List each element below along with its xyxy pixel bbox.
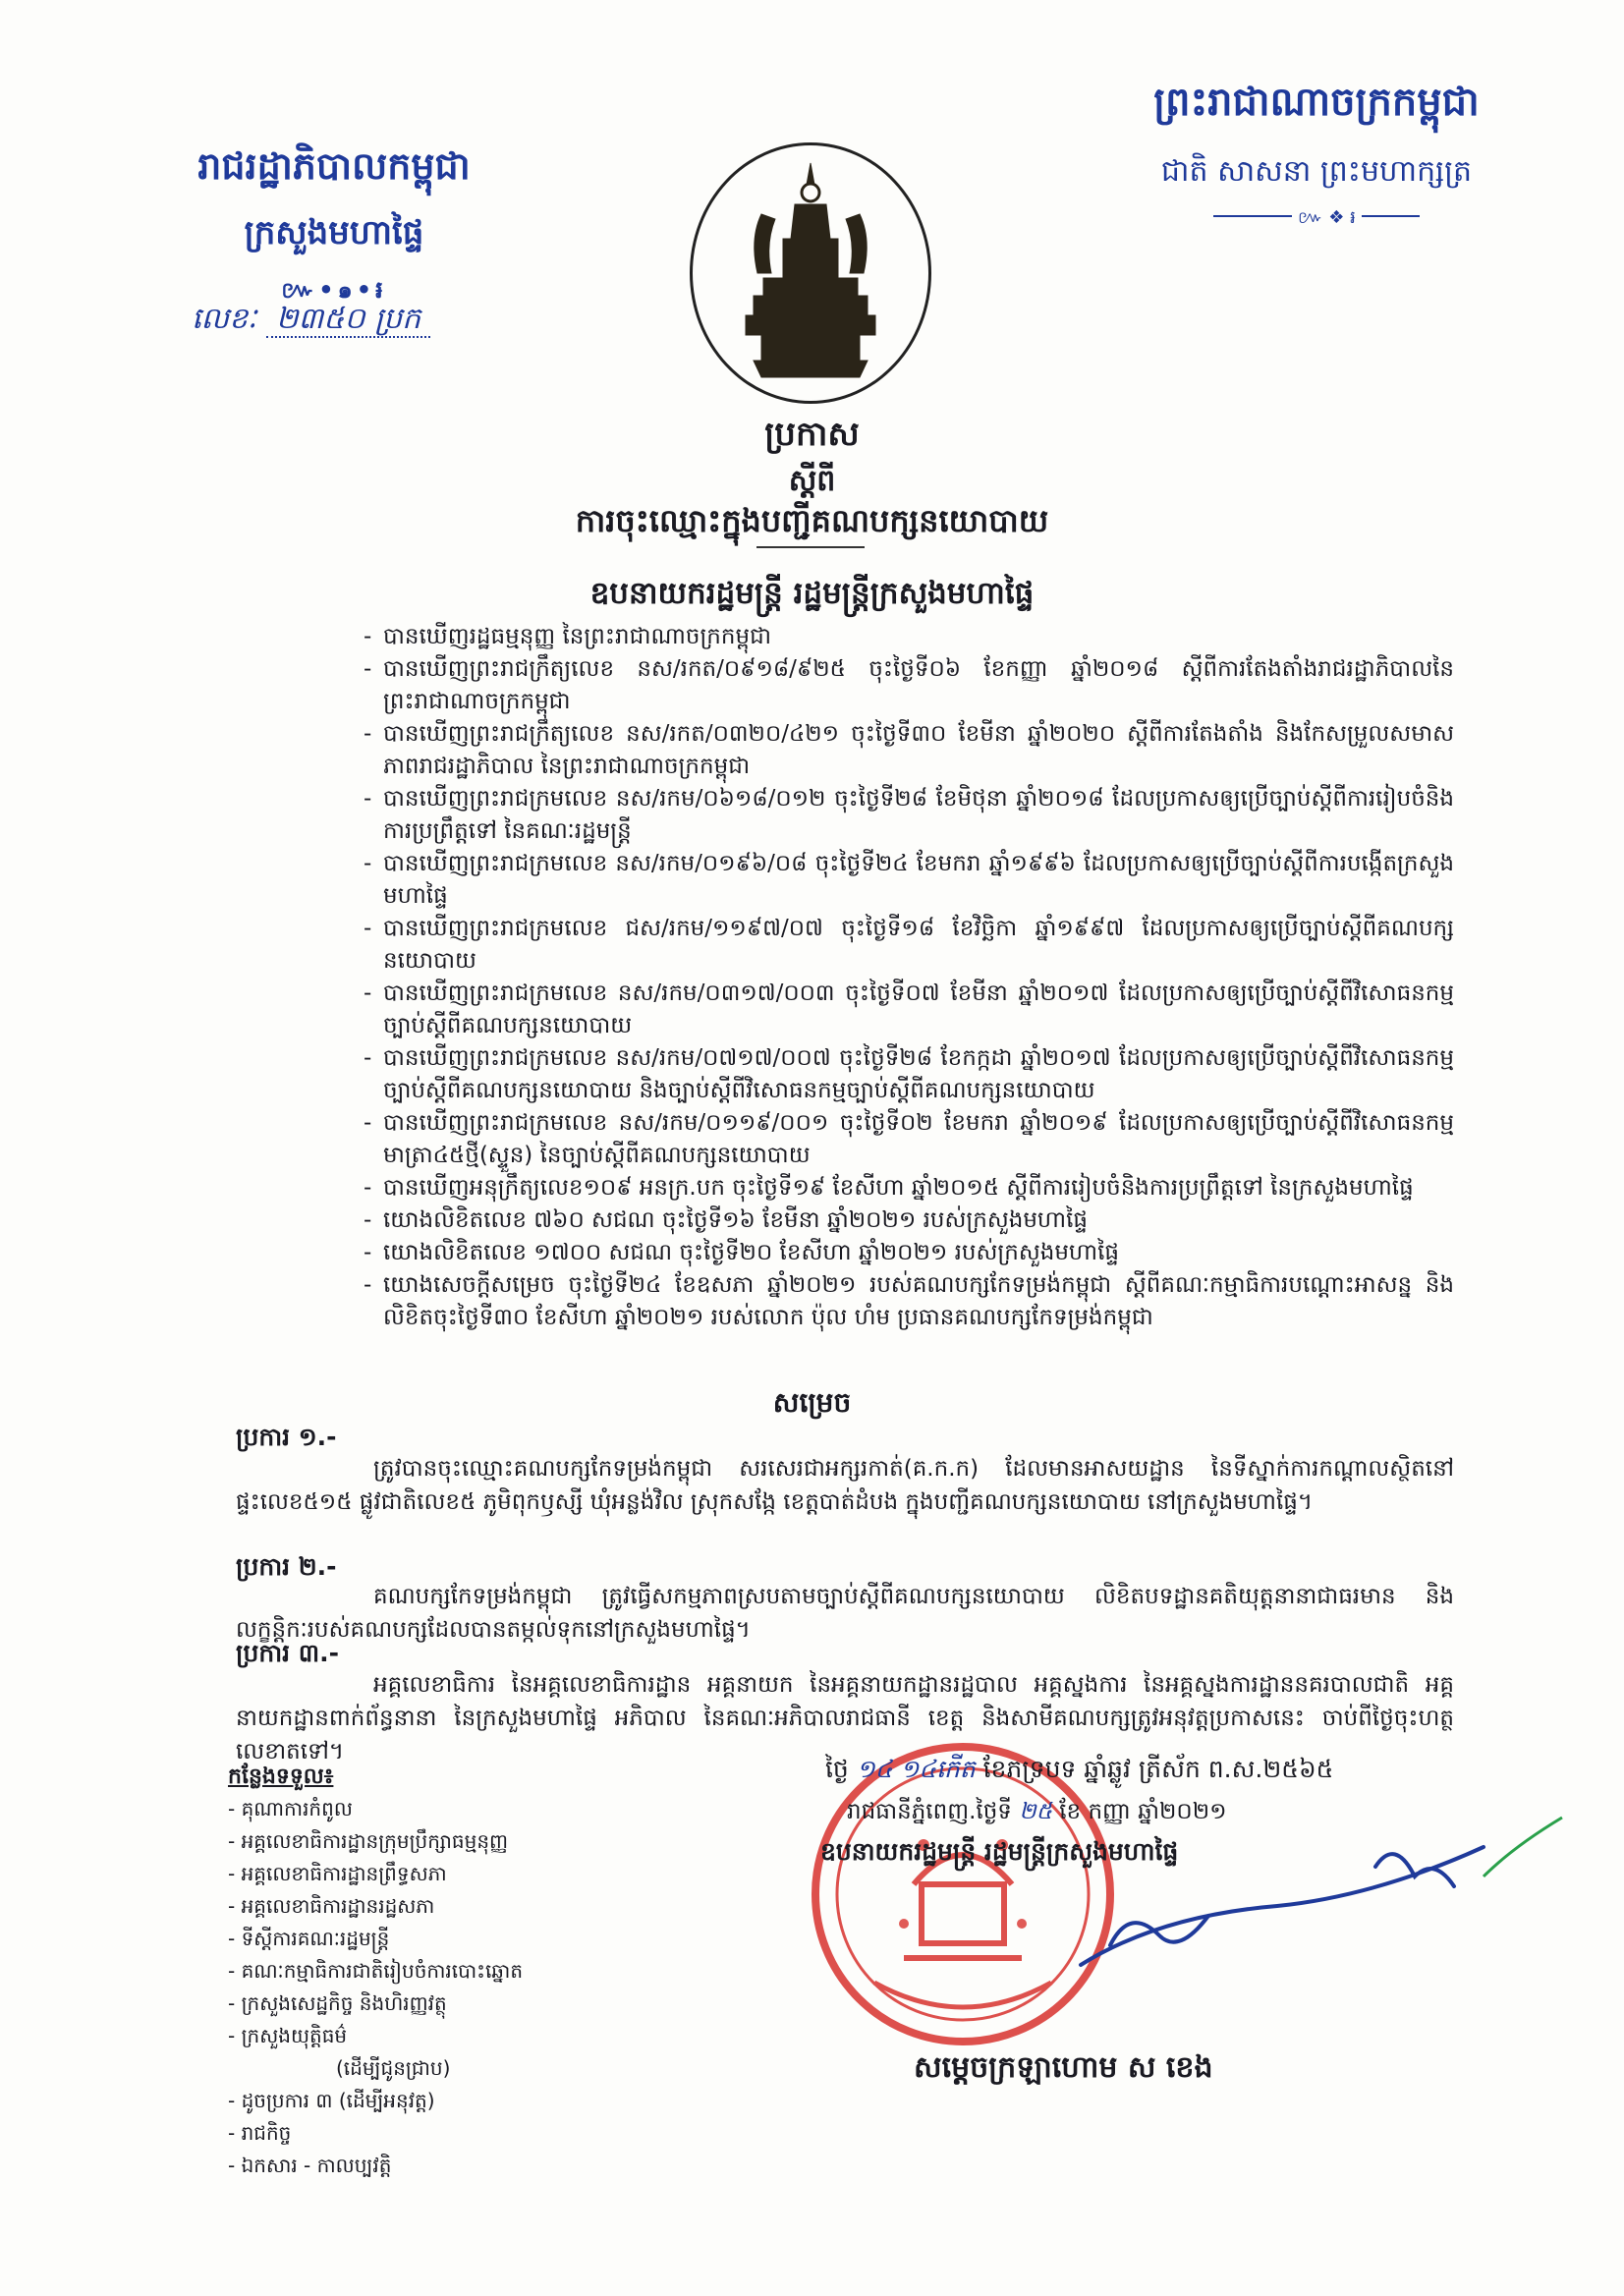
recipients-list — [228, 1761, 523, 2182]
ministry-name: ក្រសួងមហាផ្ទៃ — [244, 213, 424, 252]
reference-number — [192, 300, 430, 343]
recipient-note: (ដើម្បីជូនជ្រាប) — [336, 2056, 451, 2080]
recital-text: បានឃើញព្រះរាជក្រឹត្យលេខ នស/រកត/០៣២០/៤២១ ចុះថ្ងៃទី៣០ ខែមីនា ឆ្នាំ២០២០ ស្ដីពីការតែងតាំង និងកែសម្រួលសមាសភាពរាជរដ្ឋាភិបាល នៃព្រះរាជាណាចក្រកម្ពុជា — [383, 721, 1454, 779]
recipient-item: - ឯកសារ - កាលប្បវត្តិ — [228, 2154, 392, 2177]
recipient-item: - អគ្គលេខាធិការដ្ឋានព្រឹទ្ធសភា — [228, 1862, 447, 1885]
solar-date-prefix: រាជធានីភ្នំពេញ.ថ្ងៃទី — [847, 1799, 1012, 1824]
lunar-date — [825, 1755, 1333, 1790]
recital-text: បានឃើញព្រះរាជក្រមលេខ នស/រកម/០៣១៧/០០៣ ចុះថ្ងៃទី០៧ ខែមីនា ឆ្នាំ២០១៧ ដែលប្រកាសឲ្យប្រើច្បាប់ស្ដីពីវិសោធនកម្មច្បាប់ស្ដីពីគណបក្សនយោបាយ — [383, 980, 1454, 1038]
article-3-text: អគ្គលេខាធិការ នៃអគ្គលេខាធិការដ្ឋាន អគ្គនាយក នៃអគ្គនាយកដ្ឋានរដ្ឋបាល អគ្គស្នងការ នៃអគ្គស្នងការដ្ឋាននគរបាលជាតិ អគ្គនាយកដ្ឋានពាក់ព័ន្ធនានា នៃក្រសួងមហាផ្ទៃ អភិបាល នៃគណៈអភិបាលរាជធានី ខេត្ត និងសាមីគណបក្សត្រូវអនុវត្តប្រកាសនេះ ចាប់ពីថ្ងៃចុះហត្ថលេខាតទៅ។ — [236, 1672, 1454, 1764]
recital-item: - បានឃើញព្រះរាជក្រឹត្យលេខ នស/រកត/០៣២០/៤២១ ចុះថ្ងៃទី៣០ ខែមីនា ឆ្នាំ២០២០ ស្ដីពីការតែងតាំង និងកែសម្រួលសមាសភាពរាជរដ្ឋាភិបាល នៃព្រះរាជាណាចក្រកម្ពុជា — [364, 718, 1454, 783]
reference-value: ២៣៥០ ប្រក — [266, 302, 430, 338]
document-subject: ការចុះឈ្មោះក្នុងបញ្ជីគណបក្សនយោបាយ — [575, 502, 1049, 539]
recital-text: បានឃើញព្រះរាជក្រមលេខ នស/រកម/០១៩៦/០៨ ចុះថ្ងៃទី២៤ ខែមករា ឆ្នាំ១៩៩៦ ដែលប្រកាសឲ្យប្រើច្បាប់ស្ដីពីការបង្កើតក្រសួងមហាផ្ទៃ — [383, 851, 1454, 909]
recipient-item: - ក្រសួងយុត្តិធម៌ — [228, 2024, 348, 2047]
ornament-divider: ៚•๑•៛ — [281, 276, 387, 304]
government-header — [147, 142, 521, 309]
recital-text: យោងលិខិតលេខ ១៧០០ សជណ ចុះថ្ងៃទី២០ ខែសីហា ឆ្នាំ២០២១ របស់ក្រសួងមហាផ្ទៃ — [383, 1240, 1120, 1265]
recital-item: - បានឃើញព្រះរាជក្រមលេខ នស/រកម/០៧១៧/០០៧ ចុះថ្ងៃទី២៨ ខែកក្កដា ឆ្នាំ២០១៧ ដែលប្រកាសឲ្យប្រើច្បាប់ស្ដីពីវិសោធនកម្មច្បាប់ស្ដីពីគណបក្សនយោបាយ និងច្បាប់ស្ដីពីវិសោធនកម្មច្បាប់ស្ដីពីគណបក្សនយោបាយ — [364, 1042, 1454, 1107]
recipient-item: - ទីស្ដីការគណៈរដ្ឋមន្ត្រី — [228, 1927, 390, 1950]
document-type: ប្រកាស — [764, 415, 860, 454]
recital-item: - បានឃើញព្រះរាជក្រមលេខ ជស/រកម/១១៩៧/០៧ ចុះថ្ងៃទី១៨ ខែវិច្ឆិកា ឆ្នាំ១៩៩៧ ដែលប្រកាសឲ្យប្រើច្បាប់ស្ដីពីគណបក្សនយោបាយ — [364, 913, 1454, 978]
recital-text: បានឃើញព្រះរាជក្រមលេខ នស/រកម/០១១៩/០០១ ចុះថ្ងៃទី០២ ខែមករា ឆ្នាំ២០១៩ ដែលប្រកាសឲ្យប្រើច្បាប់ស្ដីពីវិសោធនកម្មមាត្រា៤៥ថ្មី(ស្ទួន) នៃច្បាប់ស្ដីពីគណបក្សនយោបាយ — [383, 1110, 1454, 1168]
recital-item: - បានឃើញព្រះរាជក្រមលេខ នស/រកម/០៦១៨/០១២ ចុះថ្ងៃទី២៨ ខែមិថុនា ឆ្នាំ២០១៨ ដែលប្រកាសឲ្យប្រើច្បាប់ស្ដីពីការរៀបចំនិងការប្រព្រឹត្តទៅ នៃគណៈរដ្ឋមន្ត្រី — [364, 783, 1454, 848]
solar-date-rest: ខែ កញ្ញា ឆ្នាំ២០២១ — [1059, 1799, 1227, 1824]
article-3-label: ប្រការ ៣.- — [236, 1639, 339, 1667]
recital-item: - បានឃើញរដ្ឋធម្មនុញ្ញ នៃព្រះរាជាណាចក្រកម្ពុជា — [364, 621, 1454, 653]
reference-label: លេខៈ — [192, 302, 257, 336]
recipient-item: - គុណាការកំពូល — [228, 1797, 353, 1820]
recipient-item: - ក្រសួងសេដ្ឋកិច្ច និងហិរញ្ញវត្ថុ — [228, 1991, 447, 2015]
decision-heading: សម្រេច — [772, 1386, 852, 1419]
recital-text: បានឃើញអនុក្រឹត្យលេខ១០៩ អនក្រ.បក ចុះថ្ងៃទី១៩ ខែសីហា ឆ្នាំ២០១៥ ស្ដីពីការរៀបចំនិងការប្រព្រឹត្តទៅ នៃក្រសួងមហាផ្ទៃ — [383, 1175, 1414, 1201]
signatory-name: សម្ដេចក្រឡាហោម ស ខេង — [914, 2050, 1213, 2085]
article-2-text: គណបក្សកែទម្រង់កម្ពុជា ត្រូវធ្វើសកម្មភាពស្របតាមច្បាប់ស្ដីពីគណបក្សនយោបាយ លិខិតបទដ្ឋានគតិយុត្តនានាជាធរមាន និងលក្ខន្តិកៈរបស់គណបក្សដែលបានតម្កល់ទុកនៅក្រសួងមហាផ្ទៃ។ — [236, 1584, 1454, 1643]
article-1-label: ប្រការ ១.- — [236, 1423, 337, 1451]
recital-text: បានឃើញរដ្ឋធម្មនុញ្ញ នៃព្រះរាជាណាចក្រកម្ពុជា — [383, 624, 771, 649]
recipients-heading: កន្លែងទទួល៖ — [228, 1764, 334, 1789]
recital-text: យោងលិខិតលេខ ៧៦០ សជណ ចុះថ្ងៃទី១៦ ខែមីនា ឆ្នាំ២០២១ របស់ក្រសួងមហាផ្ទៃ — [383, 1207, 1089, 1233]
recital-item: - យោងលិខិតលេខ ៧៦០ សជណ ចុះថ្ងៃទី១៦ ខែមីនា ឆ្នាំ២០២១ របស់ក្រសួងមហាផ្ទៃ — [364, 1204, 1454, 1237]
royal-emblem-icon — [690, 142, 931, 404]
recitals-list — [364, 621, 1454, 1334]
recipient-item: - អគ្គលេខាធិការដ្ឋានរដ្ឋសភា — [228, 1894, 435, 1918]
article-2-label: ប្រការ ២.- — [236, 1552, 337, 1581]
recital-text: បានឃើញព្រះរាជក្រមលេខ ជស/រកម/១១៩៧/០៧ ចុះថ្ងៃទី១៨ ខែវិច្ឆិកា ឆ្នាំ១៩៩៧ ដែលប្រកាសឲ្យប្រើច្បាប់ស្ដីពីគណបក្សនយោបាយ — [383, 916, 1454, 974]
recital-item: - បានឃើញព្រះរាជក្រមលេខ នស/រកម/០១១៩/០០១ ចុះថ្ងៃទី០២ ខែមករា ឆ្នាំ២០១៩ ដែលប្រកាសឲ្យប្រើច្បាប់ស្ដីពីវិសោធនកម្មមាត្រា៤៥ថ្មី(ស្ទួន) នៃច្បាប់ស្ដីពីគណបក្សនយោបាយ — [364, 1107, 1454, 1172]
kingdom-name: ព្រះរាជាណាចក្រកម្ពុជា — [1153, 80, 1480, 125]
solar-date-day: ២៥ — [1019, 1799, 1052, 1824]
recital-item: - យោងសេចក្ដីសម្រេច ចុះថ្ងៃទី២៤ ខែឧសភា ឆ្នាំ២០២១ របស់គណបក្សកែទម្រង់កម្ពុជា ស្ដីពីគណៈកម្មាធិការបណ្ដោះអាសន្ន និងលិខិតចុះថ្ងៃទី៣០ ខែសីហា ឆ្នាំ២០២១ របស់លោក ប៉ុល ហំម ប្រធានគណបក្សកែទម្រង់កម្ពុជា — [364, 1269, 1454, 1334]
recipient-item: - អគ្គលេខាធិការដ្ឋានក្រុមប្រឹក្សាធម្មនុញ្ញ — [228, 1829, 509, 1853]
recital-text: បានឃើញព្រះរាជក្រមលេខ នស/រកម/០៦១៨/០១២ ចុះថ្ងៃទី២៨ ខែមិថុនា ឆ្នាំ២០១៨ ដែលប្រកាសឲ្យប្រើច្បាប់ស្ដីពីការរៀបចំនិងការប្រព្រឹត្តទៅ នៃគណៈរដ្ឋមន្ត្រី — [383, 786, 1454, 844]
solar-date — [847, 1798, 1227, 1830]
recipient-item: - រាជកិច្ច — [228, 2121, 292, 2145]
motto-divider — [1213, 207, 1420, 228]
motto-ornament: ៚ ❖ ៛ — [1292, 205, 1362, 232]
recital-item: - បានឃើញព្រះរាជក្រមលេខ នស/រកម/០១៩៦/០៨ ចុះថ្ងៃទី២៤ ខែមករា ឆ្នាំ១៩៩៦ ដែលប្រកាសឲ្យប្រើច្បាប់ស្ដីពីការបង្កើតក្រសួងមហាផ្ទៃ — [364, 848, 1454, 913]
signatory-title: ឧបនាយករដ្ឋមន្ត្រី រដ្ឋមន្ត្រីក្រសួងមហាផ្ទៃ — [820, 1837, 1179, 1866]
lunar-date-rest: ខែភទ្របទ ឆ្នាំឆ្លូវ ត្រីស័ក ព.ស.២៥៦៥ — [982, 1755, 1334, 1783]
recital-item: - បានឃើញអនុក្រឹត្យលេខ១០៩ អនក្រ.បក ចុះថ្ងៃទី១៩ ខែសីហា ឆ្នាំ២០១៥ ស្ដីពីការរៀបចំនិងការប្រព្រឹត្តទៅ នៃក្រសួងមហាផ្ទៃ — [364, 1172, 1454, 1204]
lunar-date-handwritten: ១៤ ១៤កើត — [856, 1755, 976, 1783]
kingdom-header — [1091, 77, 1542, 228]
recital-text: បានឃើញព្រះរាជក្រឹត្យលេខ នស/រកត/០៩១៨/៩២៥ ចុះថ្ងៃទី០៦ ខែកញ្ញា ឆ្នាំ២០១៨ ស្ដីពីការតែងតាំងរាជរដ្ឋាភិបាលនៃព្រះរាជាណាចក្រកម្ពុជា — [383, 656, 1454, 714]
document-about: ស្ដីពី — [788, 464, 836, 498]
recital-item: - យោងលិខិតលេខ ១៧០០ សជណ ចុះថ្ងៃទី២០ ខែសីហា ឆ្នាំ២០២១ របស់ក្រសួងមហាផ្ទៃ — [364, 1237, 1454, 1269]
recipient-item: - ដូចប្រការ ៣ (ដើម្បីអនុវត្ត) — [228, 2089, 435, 2112]
government-name: រាជរដ្ឋាភិបាលកម្ពុជា — [197, 144, 471, 188]
recital-item: - បានឃើញព្រះរាជក្រមលេខ នស/រកម/០៣១៧/០០៣ ចុះថ្ងៃទី០៧ ខែមីនា ឆ្នាំ២០១៧ ដែលប្រកាសឲ្យប្រើច្បាប់ស្ដីពីវិសោធនកម្មច្បាប់ស្ដីពីគណបក្សនយោបាយ — [364, 978, 1454, 1042]
national-motto: ជាតិ សាសនា ព្រះមហាក្សត្រ — [1160, 154, 1473, 189]
lunar-date-prefix: ថ្ងៃ — [825, 1755, 849, 1783]
recipient-item: - គណៈកម្មាធិការជាតិរៀបចំការបោះឆ្នោត — [228, 1959, 524, 1983]
article-1-text: ត្រូវបានចុះឈ្មោះគណបក្សកែទម្រង់កម្ពុជា សរសេរជាអក្សរកាត់(គ.ក.ក) ដែលមានអាសយដ្ឋាន នៃទីស្នាក់ការកណ្ដាលស្ថិតនៅផ្ទះលេខ៥១៥ ផ្លូវជាតិលេខ៥ ភូមិពុកឫស្សី ឃុំអន្លង់វិល ស្រុកសង្កែ ខេត្តបាត់ដំបង ក្នុងបញ្ជីគណបក្សនយោបាយ នៅក្រសួងមហាផ្ទៃ។ — [236, 1456, 1454, 1515]
subject-divider — [756, 546, 865, 548]
recital-item: - បានឃើញព្រះរាជក្រឹត្យលេខ នស/រកត/០៩១៨/៩២៥ ចុះថ្ងៃទី០៦ ខែកញ្ញា ឆ្នាំ២០១៨ ស្ដីពីការតែងតាំងរាជរដ្ឋាភិបាលនៃព្រះរាជាណាចក្រកម្ពុជា — [364, 653, 1454, 718]
recital-text: បានឃើញព្រះរាជក្រមលេខ នស/រកម/០៧១៧/០០៧ ចុះថ្ងៃទី២៨ ខែកក្កដា ឆ្នាំ២០១៧ ដែលប្រកាសឲ្យប្រើច្បាប់ស្ដីពីវិសោធនកម្មច្បាប់ស្ដីពីគណបក្សនយោបាយ និងច្បាប់ស្ដីពីវិសោធនកម្មច្បាប់ស្ដីពីគណបក្សនយោបាយ — [383, 1045, 1454, 1103]
recital-text: យោងសេចក្ដីសម្រេច ចុះថ្ងៃទី២៤ ខែឧសភា ឆ្នាំ២០២១ របស់គណបក្សកែទម្រង់កម្ពុជា ស្ដីពីគណៈកម្មាធិការបណ្ដោះអាសន្ន និងលិខិតចុះថ្ងៃទី៣០ ខែសីហា ឆ្នាំ២០២១ របស់លោក ប៉ុល ហំម ប្រធានគណបក្សកែទម្រង់កម្ពុជា — [383, 1272, 1454, 1330]
issuing-authority: ឧបនាយករដ្ឋមន្ត្រី រដ្ឋមន្ត្រីក្រសួងមហាផ្ទៃ — [589, 576, 1035, 611]
